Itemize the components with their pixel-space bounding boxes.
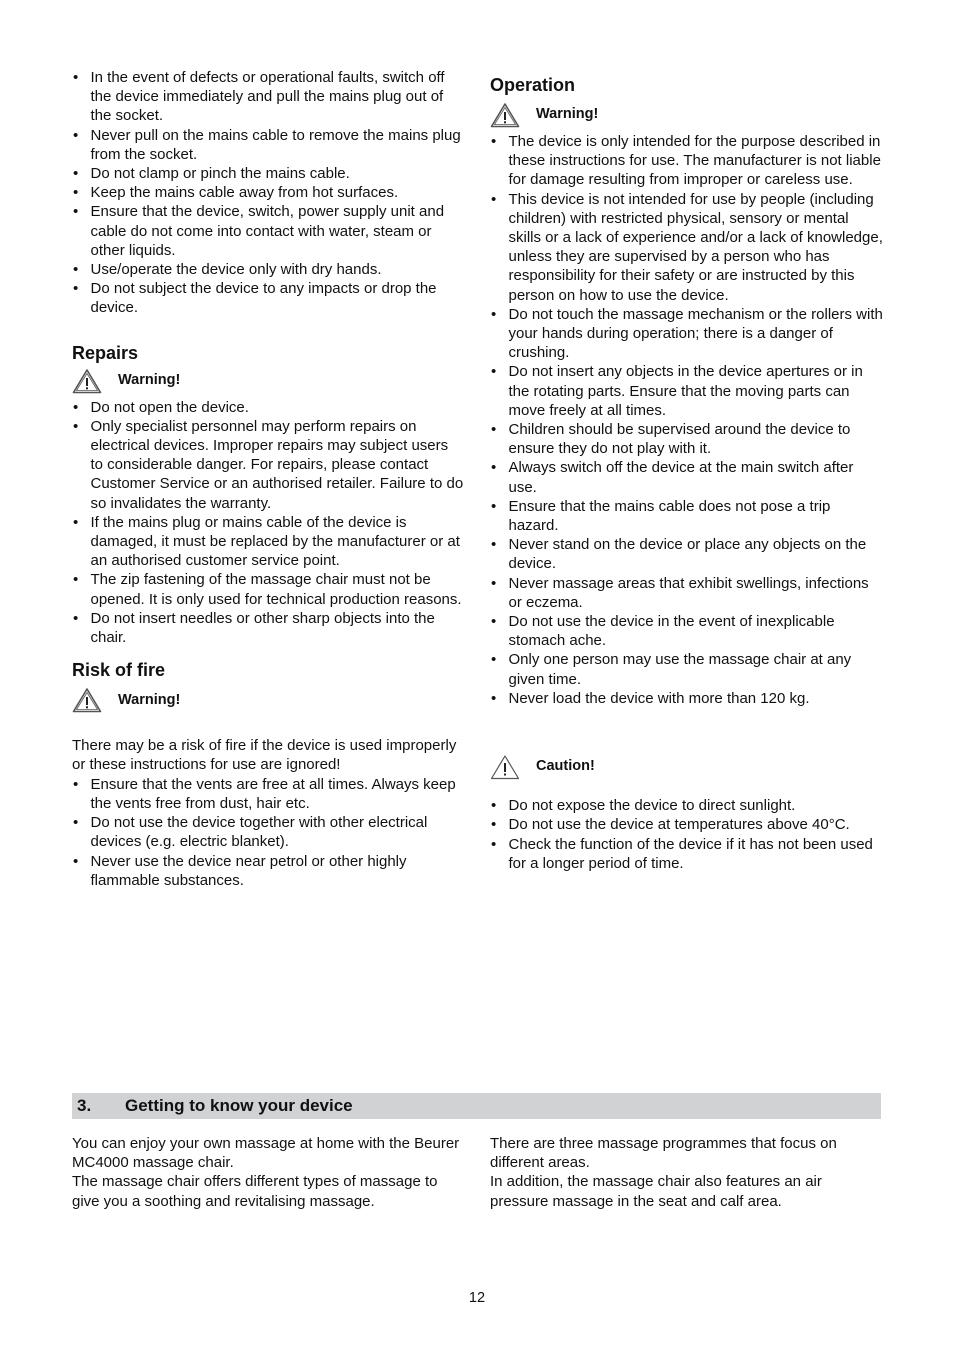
list-item: • Only specialist personnel may perform repairs on electrical devices. Improper repairs may subject users to considerable danger. For repairs, please contact Customer Service or an authorised retailer. Failure to do so invalidates the warranty. — [72, 417, 464, 513]
list-item: • Do not insert any objects in the device apertures or in the rotating parts. Ensure that the moving parts can move freely at all times. — [490, 362, 884, 420]
list-item: • Do not use the device at temperatures above 40°C. — [490, 815, 884, 834]
section-intro-left — [72, 1134, 464, 1211]
list-item: • Do not insert needles or other sharp objects into the chair. — [72, 609, 464, 647]
list-item: • Do not open the device. — [72, 398, 464, 417]
warning-triangle-icon — [490, 102, 520, 128]
list-item: • Never load the device with more than 120 kg. — [490, 689, 884, 708]
caution-notice — [490, 752, 884, 782]
list-item: • Never massage areas that exhibit swellings, infections or eczema. — [490, 574, 884, 612]
list-item: • Do not use the device in the event of inexplicable stomach ache. — [490, 612, 884, 650]
intro-paragraph: There are three massage programmes that focus on different areas. — [490, 1135, 837, 1172]
fire-paragraph: There may be a risk of fire if the device is used improperly or these instructions for use are ignored! — [72, 737, 457, 774]
list-item: • Children should be supervised around the device to ensure they do not play with it. — [490, 420, 884, 458]
list-item: • Check the function of the device if it has not been used for a longer period of time. — [490, 835, 884, 873]
fire-warning — [72, 685, 464, 715]
caution-list — [490, 796, 884, 873]
list-item: • Do not clamp or pinch the mains cable. — [72, 164, 464, 183]
operation-warning — [490, 100, 884, 130]
repairs-list — [72, 398, 464, 648]
list-item: • In the event of defects or operational faults, switch off the device immediately and pull the mains plug out of the socket. — [72, 68, 464, 126]
operation-list — [490, 132, 884, 708]
list-item: • Do not touch the massage mechanism or the rollers with your hands during operation; there is a danger of crushing. — [490, 305, 884, 363]
list-item: • Ensure that the device, switch, power supply unit and cable do not come into contact with water, steam or other liquids. — [72, 202, 464, 260]
list-item: • Ensure that the vents are free at all times. Always keep the vents free from dust, hair etc. — [72, 775, 464, 813]
warning-triangle-icon — [72, 368, 102, 394]
list-item: • Never stand on the device or place any objects on the device. — [490, 535, 884, 573]
list-item: • Always switch off the device at the main switch after use. — [490, 458, 884, 496]
repairs-warning — [72, 366, 464, 396]
list-item: • Do not subject the device to any impacts or drop the device. — [72, 279, 464, 317]
list-item: • Do not use the device together with other electrical devices (e.g. electric blanket). — [72, 813, 464, 851]
intro-paragraph: You can enjoy your own massage at home with the Beurer MC4000 massage chair. — [72, 1135, 460, 1172]
list-item: • The device is only intended for the purpose described in these instructions for use. The manufacturer is not liable for damage resulting from improper or careless use. — [490, 132, 884, 190]
intro-paragraph: The massage chair offers different types of massage to give you a soothing and revitalising massage. — [72, 1173, 438, 1210]
left-column — [72, 68, 464, 890]
warning-label: Warning! — [536, 106, 599, 123]
fire-list — [72, 775, 464, 890]
section-intro-right — [490, 1134, 882, 1211]
list-item: • The zip fastening of the massage chair must not be opened. It is only used for technical production reasons. — [72, 570, 464, 608]
list-item: • Never use the device near petrol or other highly flammable substances. — [72, 852, 464, 890]
list-item: • Do not expose the device to direct sunlight. — [490, 796, 884, 815]
warning-label: Warning! — [118, 372, 181, 389]
list-item: • If the mains plug or mains cable of the device is damaged, it must be replaced by the manufacturer or at an authorised customer service point. — [72, 513, 464, 571]
caution-label: Caution! — [536, 758, 595, 775]
risk-of-fire-heading: Risk of fire — [72, 660, 166, 681]
list-item: • Ensure that the mains cable does not pose a trip hazard. — [490, 497, 884, 535]
mains-safety-list — [72, 68, 464, 318]
right-column — [490, 74, 884, 873]
section-heading-band — [72, 1093, 881, 1119]
warning-label: Warning! — [118, 691, 181, 708]
page-number: 12 — [468, 1290, 486, 1306]
section-title: Getting to know your device — [125, 1096, 353, 1115]
intro-paragraph: In addition, the massage chair also features an air pressure massage in the seat and calf area. — [490, 1173, 822, 1210]
list-item: • This device is not intended for use by people (including children) with restricted physical, sensory or mental skills or a lack of experience and/or a lack of knowledge, unless they are supervised by a person who has responsibility for their safety or are instructed by this person on how to use the device. — [490, 190, 884, 305]
list-item: • Only one person may use the massage chair at any given time. — [490, 650, 884, 688]
list-item: • Keep the mains cable away from hot surfaces. — [72, 183, 464, 202]
caution-triangle-icon — [490, 754, 520, 780]
warning-triangle-icon — [72, 687, 102, 713]
list-item: • Use/operate the device only with dry hands. — [72, 260, 464, 279]
repairs-heading: Repairs — [72, 342, 139, 363]
list-item: • Never pull on the mains cable to remove the mains plug from the socket. — [72, 126, 464, 164]
operation-heading: Operation — [490, 75, 576, 95]
section-number: 3. — [77, 1096, 92, 1115]
